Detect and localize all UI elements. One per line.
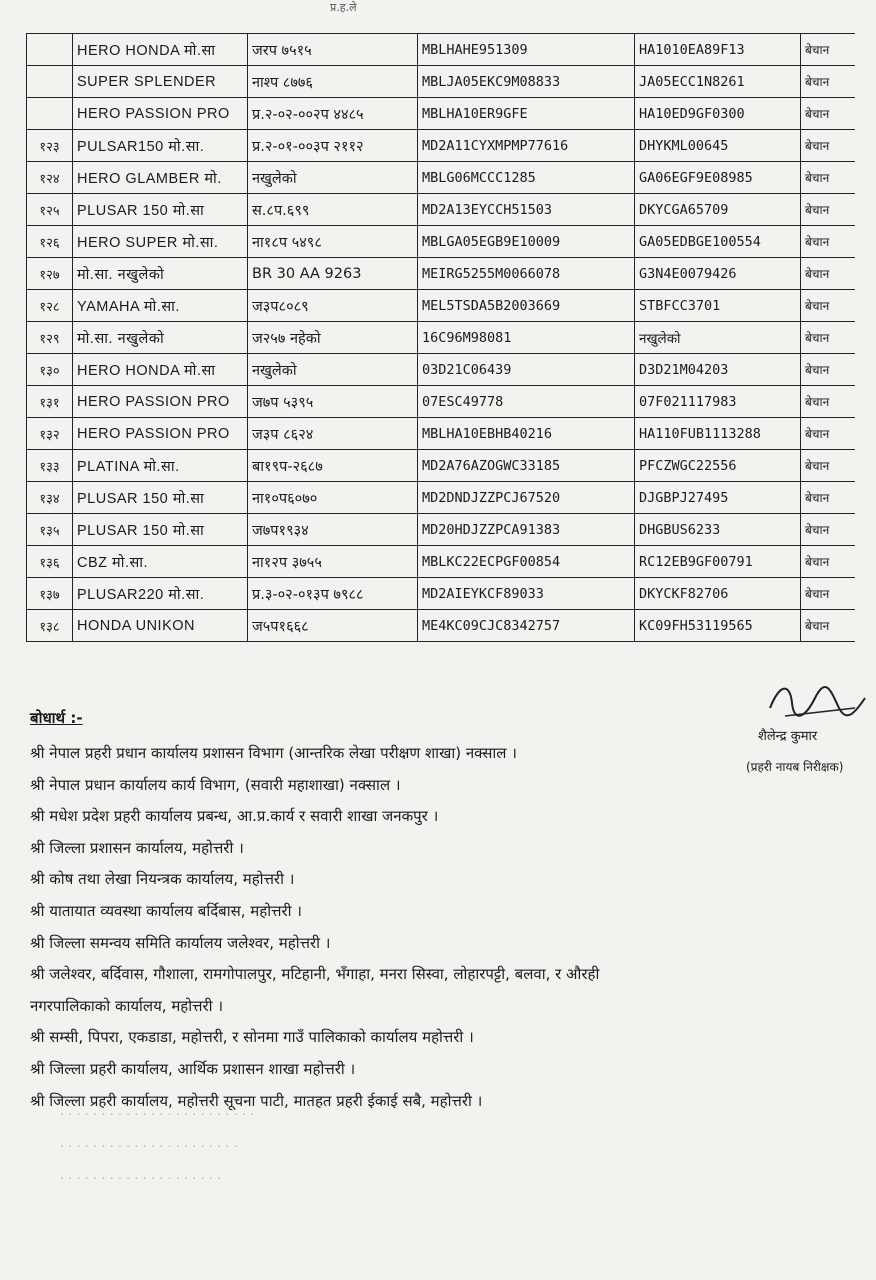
model-cell: SUPER SPLENDER xyxy=(73,66,248,98)
registration-cell: ज५प१६६८ xyxy=(248,610,418,642)
status-cell: बेचान xyxy=(801,322,855,354)
status-cell: बेचान xyxy=(801,226,855,258)
engine-number-cell: MBLG06MCCC1285 xyxy=(418,162,635,194)
cc-recipient: श्री जलेश्वर, बर्दिवास, गौशाला, रामगोपालपुर, मटिहानी, भँगाहा, मनरा सिस्वा, लोहारपट्टी, बलवा, र औरही नगरपालिकाको कार्यालय, महोत्तरी । xyxy=(30,965,600,1015)
model-cell: HERO GLAMBER मो. xyxy=(73,162,248,194)
model-cell: मो.सा. नखुलेको xyxy=(73,322,248,354)
signatory-name: शैलेन्द्र कुमार xyxy=(758,729,818,744)
table-row xyxy=(27,546,855,578)
serial-number-cell: १२६ xyxy=(27,226,73,258)
cc-recipient: श्री जिल्ला प्रहरी कार्यालय, महोत्तरी सूचना पाटी, मातहत प्रहरी ईकाई सबै, महोत्तरी । xyxy=(30,1091,483,1110)
model-cell: HONDA UNIKON xyxy=(73,610,248,642)
registration-cell: नखुलेको xyxy=(248,162,418,194)
cc-recipient: श्री जिल्ला समन्वय समिति कार्यालय जलेश्वर, महोत्तरी । xyxy=(30,933,331,952)
registration-cell: ज७प१९३४ xyxy=(248,514,418,546)
registration-cell: स.८प.६९९ xyxy=(248,194,418,226)
table-row xyxy=(27,322,855,354)
cc-recipient: श्री जिल्ला प्रशासन कार्यालय, महोत्तरी । xyxy=(30,838,244,857)
model-cell: HERO PASSION PRO xyxy=(73,418,248,450)
registration-cell: ना१८प ५४९८ xyxy=(248,226,418,258)
engine-number-cell: 03D21C06439 xyxy=(418,354,635,386)
chassis-number-cell: RC12EB9GF00791 xyxy=(635,546,801,578)
engine-number-cell: MD2A76AZOGWC33185 xyxy=(418,450,635,482)
chassis-number-cell: DKYCGA65709 xyxy=(635,194,801,226)
serial-number-cell: १३१ xyxy=(27,386,73,418)
engine-number-cell: MD2A11CYXMPMP77616 xyxy=(418,130,635,162)
serial-number-cell: १२९ xyxy=(27,322,73,354)
engine-number-cell: ME4KC09CJC8342757 xyxy=(418,610,635,642)
table-row xyxy=(27,226,855,258)
cc-recipient: श्री मधेश प्रदेश प्रहरी कार्यालय प्रबन्ध, आ.प्र.कार्य र सवारी शाखा जनकपुर । xyxy=(30,807,439,826)
chassis-number-cell: PFCZWGC22556 xyxy=(635,450,801,482)
model-cell: HERO HONDA मो.सा xyxy=(73,354,248,386)
table-row xyxy=(27,162,855,194)
registration-cell: ज३प ८६२४ xyxy=(248,418,418,450)
engine-number-cell: MD2DNDJZZPCJ67520 xyxy=(418,482,635,514)
registration-cell: प्र.२-०१-००३प २११२ xyxy=(248,130,418,162)
engine-number-cell: MBLGA05EGB9E10009 xyxy=(418,226,635,258)
chassis-number-cell: नखुलेको xyxy=(635,322,801,354)
engine-number-cell: MBLKC22ECPGF00854 xyxy=(418,546,635,578)
status-cell: बेचान xyxy=(801,386,855,418)
status-cell: बेचान xyxy=(801,354,855,386)
chassis-number-cell: G3N4E0079426 xyxy=(635,258,801,290)
status-cell: बेचान xyxy=(801,578,855,610)
cc-list xyxy=(30,738,630,1117)
serial-number-cell: १३४ xyxy=(27,482,73,514)
registration-cell: प्र.२-०२-००२प ४४८५ xyxy=(248,98,418,130)
table-row xyxy=(27,450,855,482)
cc-recipient: श्री कोष तथा लेखा नियन्त्रक कार्यालय, महोत्तरी । xyxy=(30,870,295,889)
serial-number-cell: १३० xyxy=(27,354,73,386)
bleed-through-text: · · · · · · · · · · · · · · · · · · · · · · · · · · · · · · · · · · · · · · · · · · · · · · · · · · · · · · · · · · · · · · · · · · xyxy=(60,1108,255,1187)
status-cell: बेचान xyxy=(801,130,855,162)
chassis-number-cell: HA1010EA89F13 xyxy=(635,34,801,66)
chassis-number-cell: 07F021117983 xyxy=(635,386,801,418)
serial-number-cell: १३२ xyxy=(27,418,73,450)
model-cell: PLUSAR 150 मो.सा xyxy=(73,482,248,514)
serial-number-cell xyxy=(27,34,73,66)
model-cell: HERO PASSION PRO xyxy=(73,386,248,418)
status-cell: बेचान xyxy=(801,546,855,578)
registration-cell: नखुलेको xyxy=(248,354,418,386)
chassis-number-cell: HA110FUB1113288 xyxy=(635,418,801,450)
chassis-number-cell: KC09FH53119565 xyxy=(635,610,801,642)
registration-cell: ज३प८०८९ xyxy=(248,290,418,322)
chassis-number-cell: GA06EGF9E08985 xyxy=(635,162,801,194)
registration-cell: ज२५७ नहेको xyxy=(248,322,418,354)
model-cell: मो.सा. नखुलेको xyxy=(73,258,248,290)
status-cell: बेचान xyxy=(801,98,855,130)
engine-number-cell: 16C96M98081 xyxy=(418,322,635,354)
top-note: प्र.ह.ले xyxy=(330,1,357,14)
serial-number-cell xyxy=(27,98,73,130)
model-cell: HERO SUPER मो.सा. xyxy=(73,226,248,258)
status-cell: बेचान xyxy=(801,258,855,290)
table-row xyxy=(27,194,855,226)
status-cell: बेचान xyxy=(801,34,855,66)
table-row xyxy=(27,34,855,66)
registration-cell: ज७प ५३९५ xyxy=(248,386,418,418)
chassis-number-cell: JA05ECC1N8261 xyxy=(635,66,801,98)
serial-number-cell: १२८ xyxy=(27,290,73,322)
signature-scribble xyxy=(760,678,870,726)
cc-recipient: श्री जिल्ला प्रहरी कार्यालय, आर्थिक प्रशासन शाखा महोत्तरी । xyxy=(30,1059,356,1078)
status-cell: बेचान xyxy=(801,194,855,226)
chassis-number-cell: DKYCKF82706 xyxy=(635,578,801,610)
vehicle-table xyxy=(26,33,855,642)
model-cell: HERO PASSION PRO xyxy=(73,98,248,130)
registration-cell: बा१९प-२६८७ xyxy=(248,450,418,482)
table-row xyxy=(27,354,855,386)
engine-number-cell: MD2A13EYCCH51503 xyxy=(418,194,635,226)
table-row xyxy=(27,290,855,322)
status-cell: बेचान xyxy=(801,162,855,194)
signatory-title: (प्रहरी नायब निरीक्षक) xyxy=(746,760,844,774)
status-cell: बेचान xyxy=(801,418,855,450)
table-row xyxy=(27,514,855,546)
table-row xyxy=(27,98,855,130)
chassis-number-cell: DJGBPJ27495 xyxy=(635,482,801,514)
registration-cell: ना१०प६०७० xyxy=(248,482,418,514)
status-cell: बेचान xyxy=(801,450,855,482)
serial-number-cell: १३५ xyxy=(27,514,73,546)
chassis-number-cell: GA05EDBGE100554 xyxy=(635,226,801,258)
serial-number-cell: १३३ xyxy=(27,450,73,482)
engine-number-cell: MBLHAHE951309 xyxy=(418,34,635,66)
cc-heading: बोधार्थ :- xyxy=(30,709,83,727)
registration-cell: BR 30 AA 9263 xyxy=(248,258,418,290)
serial-number-cell: १३८ xyxy=(27,610,73,642)
serial-number-cell: १२३ xyxy=(27,130,73,162)
cc-recipient: श्री यातायात व्यवस्था कार्यालय बर्दिबास, महोत्तरी । xyxy=(30,901,302,920)
serial-number-cell: १३६ xyxy=(27,546,73,578)
engine-number-cell: MBLHA10EBHB40216 xyxy=(418,418,635,450)
registration-cell: जरप ७५१५ xyxy=(248,34,418,66)
serial-number-cell xyxy=(27,66,73,98)
chassis-number-cell: HA10ED9GF0300 xyxy=(635,98,801,130)
engine-number-cell: MD20HDJZZPCA91383 xyxy=(418,514,635,546)
registration-cell: प्र.३-०२-०१३प ७९८८ xyxy=(248,578,418,610)
status-cell: बेचान xyxy=(801,290,855,322)
model-cell: HERO HONDA मो.सा xyxy=(73,34,248,66)
registration-cell: नाश्प ८७७६ xyxy=(248,66,418,98)
status-cell: बेचान xyxy=(801,482,855,514)
table-row xyxy=(27,610,855,642)
model-cell: YAMAHA मो.सा. xyxy=(73,290,248,322)
status-cell: बेचान xyxy=(801,514,855,546)
serial-number-cell: १२४ xyxy=(27,162,73,194)
table-row xyxy=(27,66,855,98)
serial-number-cell: १३७ xyxy=(27,578,73,610)
model-cell: CBZ मो.सा. xyxy=(73,546,248,578)
table-row xyxy=(27,418,855,450)
model-cell: PULSAR150 मो.सा. xyxy=(73,130,248,162)
serial-number-cell: १२७ xyxy=(27,258,73,290)
status-cell: बेचान xyxy=(801,66,855,98)
cc-recipient: श्री नेपाल प्रहरी प्रधान कार्यालय प्रशासन विभाग (आन्तरिक लेखा परीक्षण शाखा) नक्साल । xyxy=(30,744,517,762)
chassis-number-cell: D3D21M04203 xyxy=(635,354,801,386)
table-row xyxy=(27,482,855,514)
chassis-number-cell: DHYKML00645 xyxy=(635,130,801,162)
registration-cell: ना१२प ३७५५ xyxy=(248,546,418,578)
chassis-number-cell: DHGBUS6233 xyxy=(635,514,801,546)
table-row xyxy=(27,578,855,610)
cc-recipient: श्री सम्सी, पिपरा, एकडाडा, महोत्तरी, र सोनमा गाउँ पालिकाको कार्यालय महोत्तरी । xyxy=(30,1028,474,1047)
table-row xyxy=(27,386,855,418)
engine-number-cell: 07ESC49778 xyxy=(418,386,635,418)
cc-recipient: श्री नेपाल प्रधान कार्यालय कार्य विभाग, (सवारी महाशाखा) नक्साल । xyxy=(30,775,401,794)
engine-number-cell: MBLHA10ER9GFE xyxy=(418,98,635,130)
table-row xyxy=(27,130,855,162)
model-cell: PLUSAR220 मो.सा. xyxy=(73,578,248,610)
chassis-number-cell: STBFCC3701 xyxy=(635,290,801,322)
status-cell: बेचान xyxy=(801,610,855,642)
table-row xyxy=(27,258,855,290)
model-cell: PLUSAR 150 मो.सा xyxy=(73,514,248,546)
serial-number-cell: १२५ xyxy=(27,194,73,226)
engine-number-cell: MEIRG5255M0066078 xyxy=(418,258,635,290)
model-cell: PLATINA मो.सा. xyxy=(73,450,248,482)
model-cell: PLUSAR 150 मो.सा xyxy=(73,194,248,226)
engine-number-cell: MBLJA05EKC9M08833 xyxy=(418,66,635,98)
engine-number-cell: MEL5TSDA5B2003669 xyxy=(418,290,635,322)
engine-number-cell: MD2AIEYKCF89033 xyxy=(418,578,635,610)
